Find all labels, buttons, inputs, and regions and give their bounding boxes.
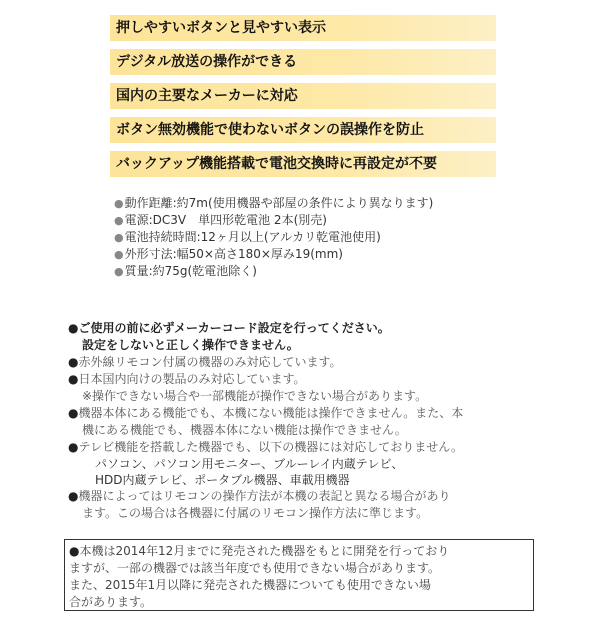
compatibility-notice-box (64, 539, 534, 611)
feature-banner: 国内の主要なメーカーに対応 (110, 83, 496, 109)
bullet-icon: ● (114, 214, 124, 227)
excluded-devices-line: HDD内蔵テレビ、ポータブル機器、車載用機器 (95, 473, 350, 487)
bullet-icon: ● (68, 406, 79, 420)
feature-list (110, 15, 496, 185)
spec-item: ●電池持続時間:12ヶ月以上(アルカリ乾電池使用) (114, 230, 381, 244)
notice-line: ●本機は2014年12月までに発売された機器をもとに開発を行っており (69, 544, 450, 558)
note-item-continuation: 機にある機能でも、機器本体にない機能は操作できません。 (82, 423, 407, 437)
feature-banner: ボタン無効機能で使わないボタンの誤操作を防止 (110, 117, 496, 143)
bullet-icon: ● (68, 372, 79, 386)
bullet-icon: ● (114, 231, 124, 244)
note-item: ●赤外線リモコン付属の機器のみ対応しています。 (68, 355, 342, 369)
bullet-icon: ● (68, 355, 79, 369)
spec-item: ●外形寸法:幅50×高さ180×厚み19(mm) (114, 247, 343, 261)
spec-item: ●電源:DC3V 単四形乾電池 2本(別売) (114, 213, 327, 227)
note-item-continuation: ます。この場合は各機器に付属のリモコン操作方法に準じます。 (82, 506, 429, 520)
note-subnote: ※操作できない場合や一部機能が操作できない場合があります。 (82, 389, 428, 403)
excluded-devices (68, 456, 538, 488)
note-item: ●機器によってはリモコンの操作方法が本機の表記と異なる場合があり (68, 489, 451, 503)
bullet-icon: ● (69, 544, 80, 558)
bullet-icon: ● (68, 321, 79, 335)
note-item: ●テレビ機能を搭載した機器でも、以下の機器には対応しておりません。 (68, 440, 463, 454)
notice-line: ますが、一部の機器では該当年度でも使用できない場合があります。 (69, 561, 441, 575)
feature-banner: 押しやすいボタンと見やすい表示 (110, 15, 496, 41)
notice-line: また、2015年1月以降に発売された機器についても使用できない場 (69, 578, 431, 592)
bullet-icon: ● (68, 440, 79, 454)
note-item: ●ご使用の前に必ずメーカーコード設定を行ってください。 (68, 321, 390, 335)
feature-banner: デジタル放送の操作ができる (110, 49, 496, 75)
feature-banner: バックアップ機能搭載で電池交換時に再設定が不要 (110, 151, 496, 177)
spec-item: ●質量:約75g(乾電池除く) (114, 264, 257, 278)
bullet-icon: ● (68, 489, 79, 503)
spec-item: ●動作距離:約7m(使用機器や部屋の条件により異なります) (114, 196, 434, 210)
note-item: ●機器本体にある機能でも、本機にない機能は操作できません。また、本 (68, 406, 464, 420)
notice-line: 合があります。 (69, 595, 153, 609)
notes-list (68, 320, 538, 522)
spec-list (114, 195, 534, 280)
bullet-icon: ● (114, 197, 124, 210)
excluded-devices-line: パソコン、パソコン用モニター、ブルーレイ内蔵テレビ、 (95, 457, 404, 471)
bullet-icon: ● (114, 265, 124, 278)
note-item: ●日本国内向けの製品のみ対応しています。 (68, 372, 306, 386)
note-item-continuation: 設定をしないと正しく操作できません。 (82, 338, 299, 352)
bullet-icon: ● (114, 248, 124, 261)
